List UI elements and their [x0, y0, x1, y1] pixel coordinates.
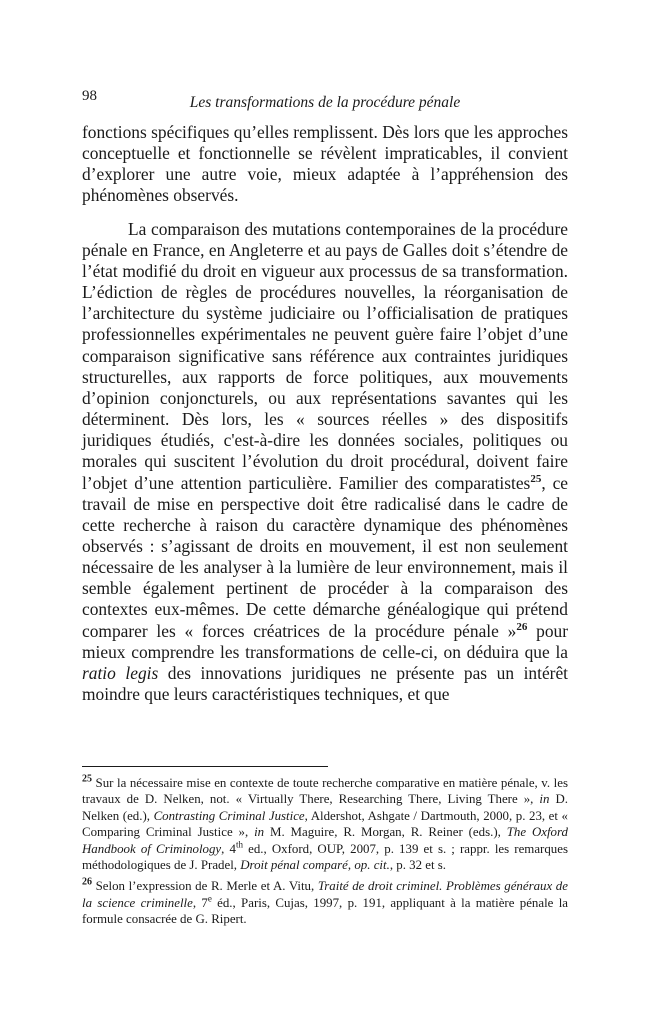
footnote-separator: [82, 766, 328, 767]
footnote-25-italic-6: op. cit.: [354, 858, 390, 873]
footnote-26-text-1: Selon l’expression de R. Merle et A. Vitu,: [92, 879, 318, 894]
footnote-25-italic-4: The Oxford Handbook of Criminology: [82, 825, 568, 856]
paragraph-2-text-b: , ce travail de mise en perspective doit être radicalisé dans le cadre de cette recherche à raison du caractère dynamique des phénomènes observés : s’agissant de droits en mouvement, il est non seulement nécessaire de les analyser à la lumière de leur environnement, mais il semble également pertinent de procéder à la comparaison des contextes eux-mêmes. De cette démarche généalogique qui prétend comparer les « forces créatrices de la procédure pénale »: [82, 472, 569, 641]
footnote-26-superscript: e: [207, 893, 212, 904]
footnote-26-text-2: , 7: [192, 895, 208, 910]
paragraph-2: [82, 219, 568, 706]
footnote-25-text-4: M. Maguire, R. Morgan, R. Reiner (eds.),: [264, 825, 507, 840]
footnotes: [82, 775, 568, 933]
main-text: [82, 122, 568, 705]
footnote-26-italic-1: Traité de droit criminel. Problèmes généraux de la science criminelle: [82, 879, 568, 910]
footnote-25: [82, 775, 568, 873]
paragraph-2-text-d: des innovations juridiques ne présente pas un intérêt moindre que leurs caractéristiques techniques, et que: [82, 662, 568, 705]
paragraph-1: [82, 122, 568, 207]
running-header: [82, 88, 568, 110]
paragraph-2-text-a: La comparaison des mutations contemporaines de la procédure pénale en France, en Angleterre et au pays de Galles doit s’étendre de l’état modifié du droit en vigueur aux processus de sa transformation. L’édiction de règles de procédures nouvelles, la réorganisation de l’architecture du système judiciaire ou l’officialisation de pratiques professionnelles expérimentales ne peuvent guère faire l’objet d’une comparaison significative sans référence aux contraintes juridiques structurelles, aux rapports de force politiques, aux mouvements d’opinion conjoncturels, ou aux représentations savantes qui les déterminent. Dès lors, les « sources réelles » des dispositifs juridiques étudiés, c'est-à-dire les données sociales, politiques ou morales qui suscitent l’évolution du droit procédural, doivent faire l’objet d’une attention particulière. Familier des comparatistes: [82, 218, 568, 493]
footnote-25-text-7: ,: [347, 858, 355, 873]
footnote-26-text-3: éd., Paris, Cujas, 1997, p. 191, appliquant à la matière pénale la formule consacrée de G. Ripert.: [82, 895, 568, 927]
footnote-25-text-3: , Aldershot, Ashgate / Dartmouth, 2000, p. 23, et « Comparing Criminal Justice »,: [82, 808, 568, 840]
paragraph-1-text: fonctions spécifiques qu’elles remplissent. Dès lors que les approches conceptuelle et fonctionnelle se révèlent impraticables, il convient d’explorer une autre voie, mieux adaptée à l’appréhension des phénomènes observés.: [82, 122, 568, 206]
footnote-25-text-5: , 4: [221, 841, 236, 856]
footnote-25-text-2: D. Nelken (ed.),: [82, 792, 568, 823]
footnote-25-superscript: th: [235, 839, 243, 850]
footnote-25-italic-1: in: [539, 792, 550, 807]
paragraph-2-text-c: pour mieux comprendre les transformations de celle-ci, on déduira que la: [82, 620, 568, 662]
footnote-26: [82, 878, 568, 927]
footnote-25-text-1: Sur la nécessaire mise en contexte de toute recherche comparative en matière pénale, v. les travaux de D. Nelken, not. « Virtually There, Researching There, Living There »,: [82, 776, 568, 807]
footnote-25-italic-3: in: [254, 825, 265, 840]
footnote-25-number: 25: [82, 773, 92, 785]
page-number: 98: [82, 88, 97, 104]
footnote-25-italic-5: Droit pénal comparé: [240, 858, 348, 873]
footnote-25-italic-2: Contrasting Criminal Justice: [153, 808, 305, 823]
footnote-ref-26[interactable]: 26: [516, 620, 528, 633]
footnote-25-text-6: ed., Oxford, OUP, 2007, p. 139 et s. ; rappr. les remarques méthodologiques de J. Pradel,: [82, 841, 568, 873]
footnote-ref-25[interactable]: 25: [530, 472, 542, 485]
running-title: Les transformations de la procédure pénale: [189, 94, 461, 111]
footnote-26-number: 26: [82, 877, 92, 889]
paragraph-2-italic: ratio legis: [82, 662, 159, 683]
footnote-25-text-8: , p. 32 et s.: [389, 858, 447, 873]
